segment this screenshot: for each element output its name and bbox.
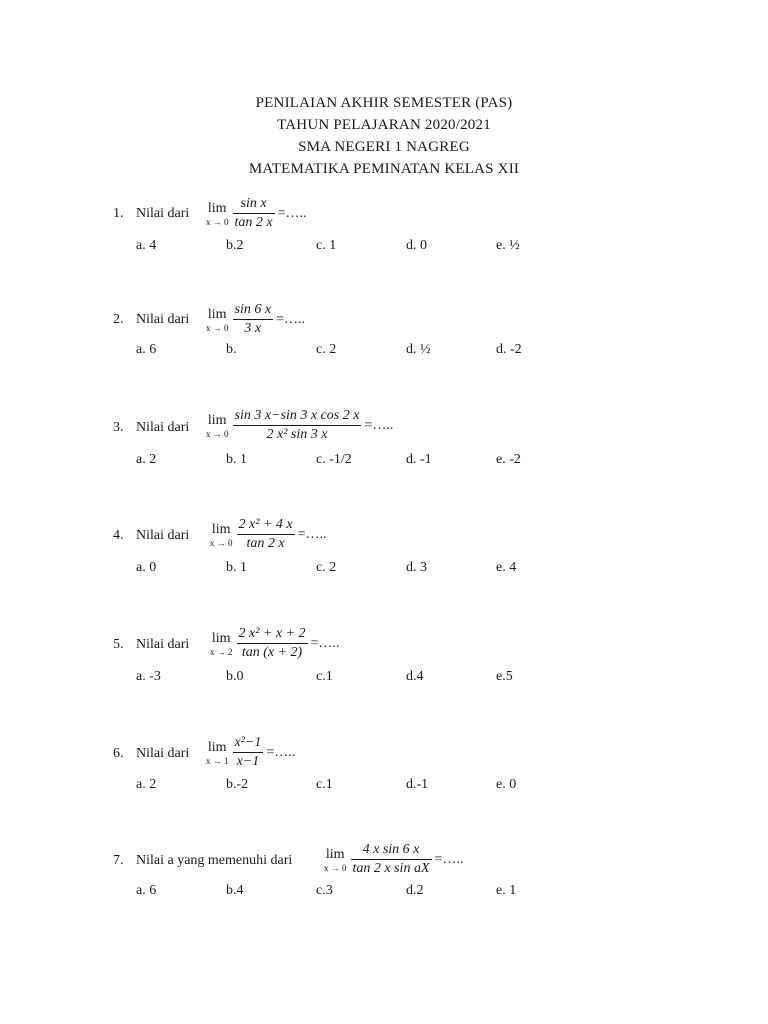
equals-dots: =….. <box>276 311 305 327</box>
question-number: 6. <box>113 746 124 761</box>
question-prefix: Nilai a yang memenuhi dari <box>136 853 293 868</box>
header-school: SMA NEGERI 1 NAGREG <box>298 139 470 155</box>
option-a: a. 0 <box>136 560 157 575</box>
option-b: b. 1 <box>226 560 247 575</box>
option-a: a. 2 <box>136 777 157 792</box>
question-number: 2. <box>113 312 124 327</box>
lim-label: lim <box>207 739 227 755</box>
denominator: tan 2 x sin aX <box>352 861 430 876</box>
numerator: sin x <box>240 196 267 211</box>
fraction <box>237 517 295 552</box>
option-a: a. 6 <box>136 883 157 898</box>
question-prefix: Nilai dari <box>136 420 190 435</box>
limit-operator <box>210 631 233 657</box>
option-e: e. -2 <box>496 452 521 467</box>
header-year: TAHUN PELAJARAN 2020/2021 <box>277 117 491 133</box>
question-prefix: Nilai dari <box>136 312 190 327</box>
question-number: 7. <box>113 853 124 868</box>
equals-dots: =….. <box>297 526 327 542</box>
question-prefix: Nilai dari <box>136 206 190 221</box>
option-b: b. 1 <box>226 452 247 467</box>
option-d: d.-1 <box>406 777 429 792</box>
option-d: d.2 <box>406 883 424 898</box>
numerator: sin 3 x−sin 3 x cos 2 x <box>234 408 360 423</box>
question-prefix: Nilai dari <box>136 528 190 543</box>
option-b: b.-2 <box>226 777 249 792</box>
numerator: 4 x sin 6 x <box>362 842 420 857</box>
option-e: e. 1 <box>496 883 517 898</box>
limit-expression <box>210 626 339 661</box>
option-c: c. 2 <box>316 342 337 357</box>
numerator: 2 x² + 4 x <box>238 517 293 532</box>
option-e: e.5 <box>496 669 513 684</box>
equals-dots: =….. <box>277 205 307 221</box>
fraction <box>233 735 264 770</box>
lim-label: lim <box>207 412 227 428</box>
fraction <box>351 842 432 877</box>
option-b: b.0 <box>226 669 244 684</box>
option-a: a. 4 <box>136 238 157 253</box>
lim-label: lim <box>207 306 227 322</box>
denominator: tan (x + 2) <box>241 645 303 660</box>
fraction <box>233 408 362 443</box>
limit-expression <box>206 302 305 337</box>
numerator: x²−1 <box>234 735 262 750</box>
limit-expression <box>206 196 307 231</box>
exam-header <box>0 92 768 180</box>
question-number: 1. <box>113 206 124 221</box>
header-subject: MATEMATIKA PEMINATAN KELAS XII <box>248 161 520 177</box>
question-2 <box>0 302 768 382</box>
numerator: sin 6 x <box>234 302 272 317</box>
option-c: c. -1/2 <box>316 452 352 467</box>
question-6 <box>0 735 768 815</box>
lim-subscript: x → 0 <box>324 862 347 873</box>
option-e: e. 4 <box>496 560 517 575</box>
question-3 <box>0 408 768 488</box>
option-d: d.4 <box>406 669 424 684</box>
question-number: 3. <box>113 420 124 435</box>
limit-operator <box>206 201 229 227</box>
numerator: 2 x² + x + 2 <box>238 626 306 641</box>
limit-expression <box>210 517 326 552</box>
lim-label: lim <box>325 846 345 862</box>
question-number: 5. <box>113 637 124 652</box>
option-c: c.1 <box>316 669 333 684</box>
limit-operator <box>210 522 233 548</box>
option-d: d. 0 <box>406 238 427 253</box>
option-b: b. <box>226 342 237 357</box>
header-title: PENILAIAN AKHIR SEMESTER (PAS) <box>255 95 513 111</box>
option-b: b.4 <box>226 883 244 898</box>
equals-dots: =….. <box>266 744 296 760</box>
lim-subscript: x → 0 <box>206 428 229 439</box>
denominator: 2 x² sin 3 x <box>266 427 328 442</box>
option-a: a. 6 <box>136 342 157 357</box>
lim-label: lim <box>211 630 231 646</box>
lim-label: lim <box>211 521 231 537</box>
question-4 <box>0 517 768 597</box>
question-5 <box>0 626 768 706</box>
option-a: a. -3 <box>136 669 161 684</box>
option-e: d. -2 <box>496 342 522 357</box>
option-c: c.1 <box>316 777 333 792</box>
lim-subscript: x → 0 <box>206 322 229 333</box>
option-c: c. 2 <box>316 560 337 575</box>
question-number: 4. <box>113 528 124 543</box>
equals-dots: =….. <box>434 851 464 867</box>
limit-operator <box>206 413 229 439</box>
limit-operator <box>206 740 229 766</box>
lim-subscript: x → 1 <box>206 755 229 766</box>
limit-operator <box>206 307 229 333</box>
option-c: c.3 <box>316 883 333 898</box>
lim-subscript: x → 0 <box>206 216 229 227</box>
lim-label: lim <box>207 200 227 216</box>
option-c: c. 1 <box>316 238 337 253</box>
limit-expression <box>206 735 295 770</box>
fraction <box>233 302 274 337</box>
limit-expression <box>206 408 393 443</box>
denominator: tan 2 x <box>246 536 285 551</box>
denominator: tan 2 x <box>234 215 273 230</box>
option-e: e. ½ <box>496 238 520 253</box>
option-d: d. ½ <box>406 342 431 357</box>
lim-subscript: x → 2 <box>210 646 233 657</box>
option-b: b.2 <box>226 238 244 253</box>
denominator: x−1 <box>236 754 260 769</box>
question-1 <box>0 196 768 276</box>
fraction <box>237 626 308 661</box>
fraction <box>233 196 275 231</box>
question-7 <box>0 842 768 922</box>
option-d: d. 3 <box>406 560 427 575</box>
limit-expression <box>324 842 463 877</box>
option-e: e. 0 <box>496 777 517 792</box>
limit-operator <box>324 847 347 873</box>
option-a: a. 2 <box>136 452 157 467</box>
denominator: 3 x <box>244 321 262 336</box>
equals-dots: =….. <box>364 417 394 433</box>
option-d: d. -1 <box>406 452 432 467</box>
question-prefix: Nilai dari <box>136 637 190 652</box>
equals-dots: =….. <box>310 635 340 651</box>
lim-subscript: x → 0 <box>210 537 233 548</box>
question-prefix: Nilai dari <box>136 746 190 761</box>
